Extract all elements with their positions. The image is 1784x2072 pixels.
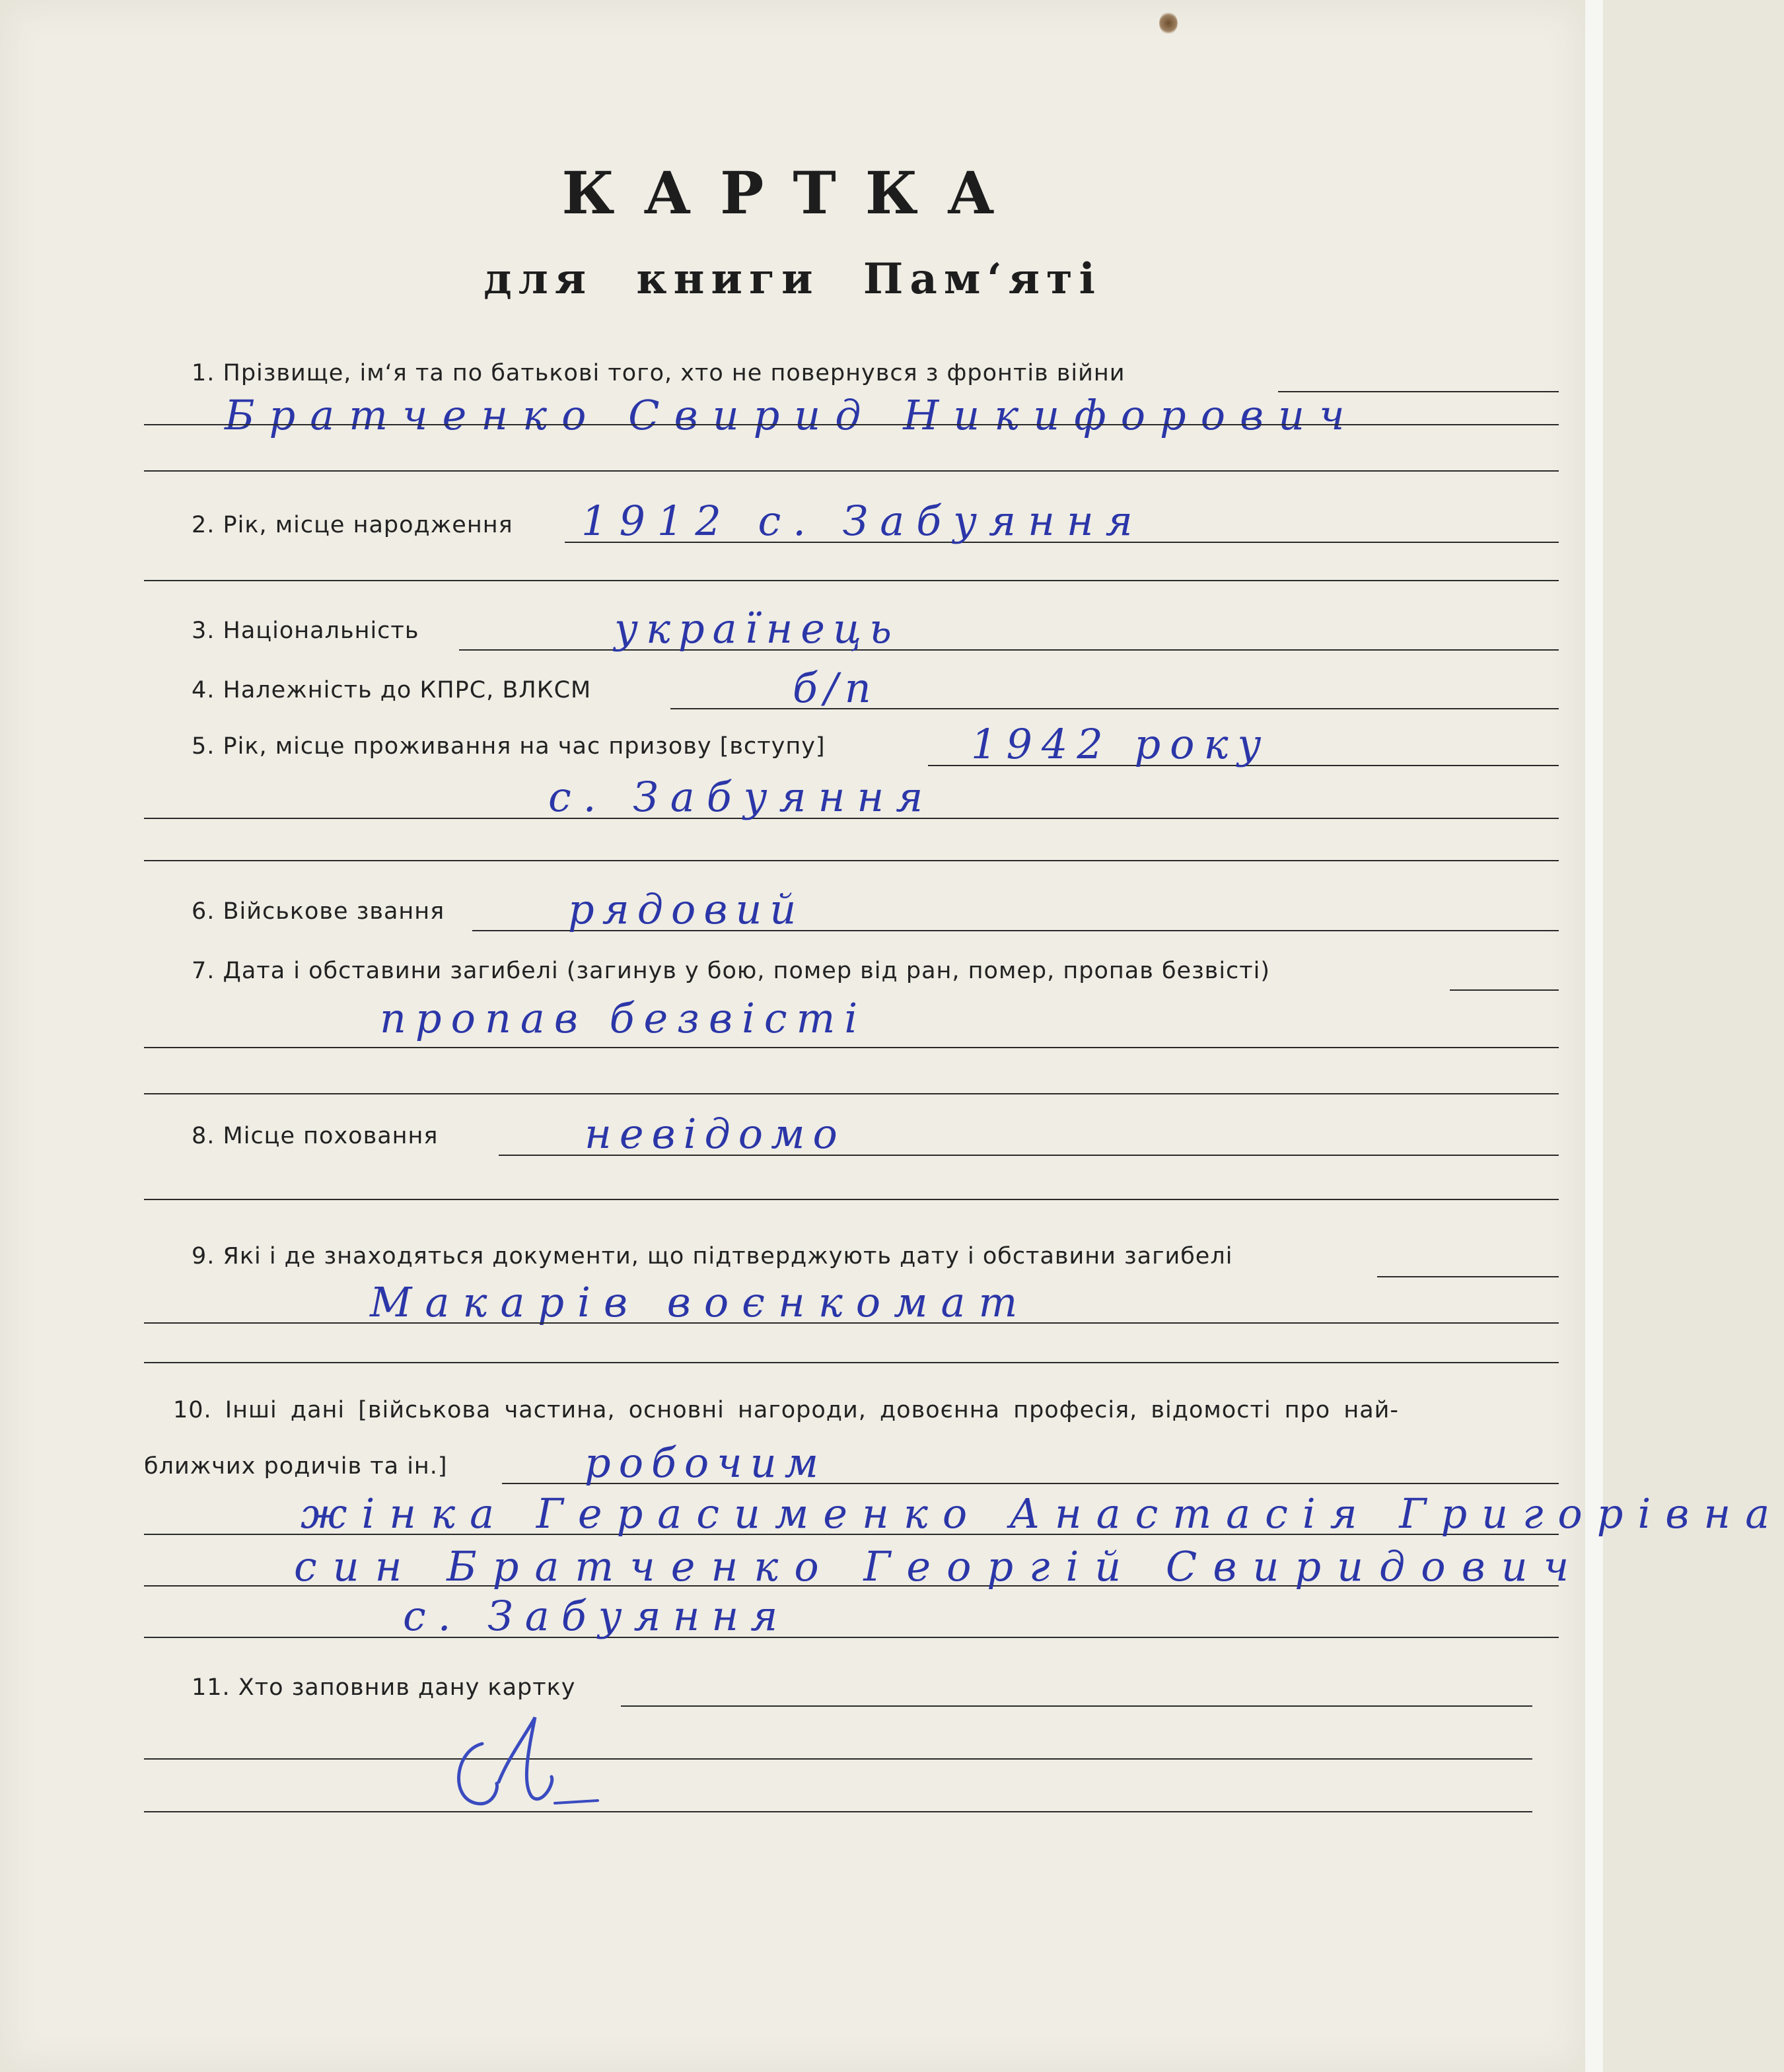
field-9-line-a <box>1377 1276 1559 1277</box>
field-5-value-line2: с. Забуяння <box>548 773 935 821</box>
field-11-line-b <box>144 1758 1532 1760</box>
field-6-label: 6. Військове звання <box>192 898 445 925</box>
field-10-line-d <box>144 1637 1559 1638</box>
field-5-line-c <box>144 860 1559 861</box>
field-9-value: Макарів воєнкомат <box>370 1278 1031 1326</box>
card-title: КАРТКА <box>561 159 1024 227</box>
field-11-label: 11. Хто заповнив дану картку <box>192 1674 576 1701</box>
field-8-line-b <box>144 1199 1559 1200</box>
field-5-value: 1942 року <box>971 720 1271 768</box>
field-2-label: 2. Рік, місце народження <box>192 512 513 538</box>
field-1-line-b <box>144 424 1559 425</box>
field-11-line-a <box>621 1705 1532 1707</box>
field-6-value: рядовий <box>568 885 804 933</box>
field-7-line-b <box>144 1047 1559 1048</box>
field-9-line-c <box>144 1362 1559 1363</box>
field-1-value: Братченко Свирид Никифорович <box>225 391 1359 439</box>
field-2-value: 1912 с. Забуяння <box>581 497 1145 545</box>
field-3-value: українець <box>614 604 900 653</box>
field-4-label: 4. Належність до КПРС, ВЛКСМ <box>192 677 592 703</box>
field-2-line-b <box>144 580 1559 581</box>
field-1-label: 1. Прізвище, ім‘я та по батькові того, хто не повернувся з фронтів війни <box>192 360 1125 386</box>
field-10-value-line4: с. Забуяння <box>403 1592 790 1640</box>
ink-stain <box>1159 12 1178 34</box>
paper-edge <box>1585 0 1603 2072</box>
field-10-value: робочим <box>585 1439 827 1487</box>
field-10-value-line2: жінка Герасименко Анастасія Григорівна <box>301 1489 1784 1538</box>
field-8-label: 8. Місце поховання <box>192 1123 439 1149</box>
field-11-line-c <box>144 1811 1532 1812</box>
field-8-value: невідомо <box>585 1110 845 1158</box>
field-5-label: 5. Рік, місце проживання на час призову [вступу] <box>192 733 826 760</box>
field-7-label: 7. Дата і обставини загибелі (загинув у бою, помер від ран, помер, пропав безвісті) <box>192 958 1271 984</box>
card-subtitle: для книги Пам‘яті <box>483 254 1102 304</box>
field-7-line-c <box>144 1093 1559 1094</box>
field-9-label: 9. Які і де знаходяться документи, що підтверджують дату і обставини загибелі <box>192 1243 1233 1269</box>
field-4-value: б/п <box>793 664 878 712</box>
field-9-line-b <box>144 1322 1559 1324</box>
signature <box>436 1704 608 1836</box>
field-7-value: пропав безвісті <box>380 994 867 1042</box>
field-7-line-a <box>1450 989 1559 991</box>
field-3-label: 3. Національність <box>192 618 419 644</box>
field-10-value-line3: син Братченко Георгій Свиридович <box>294 1542 1585 1590</box>
field-10-label-line2: ближчих родичів та ін.] <box>144 1453 448 1480</box>
field-1-line-c <box>144 470 1559 472</box>
field-10-label: 10. Інші дані [військова частина, основні нагороди, довоєнна професія, відомості про най- <box>173 1397 1400 1423</box>
